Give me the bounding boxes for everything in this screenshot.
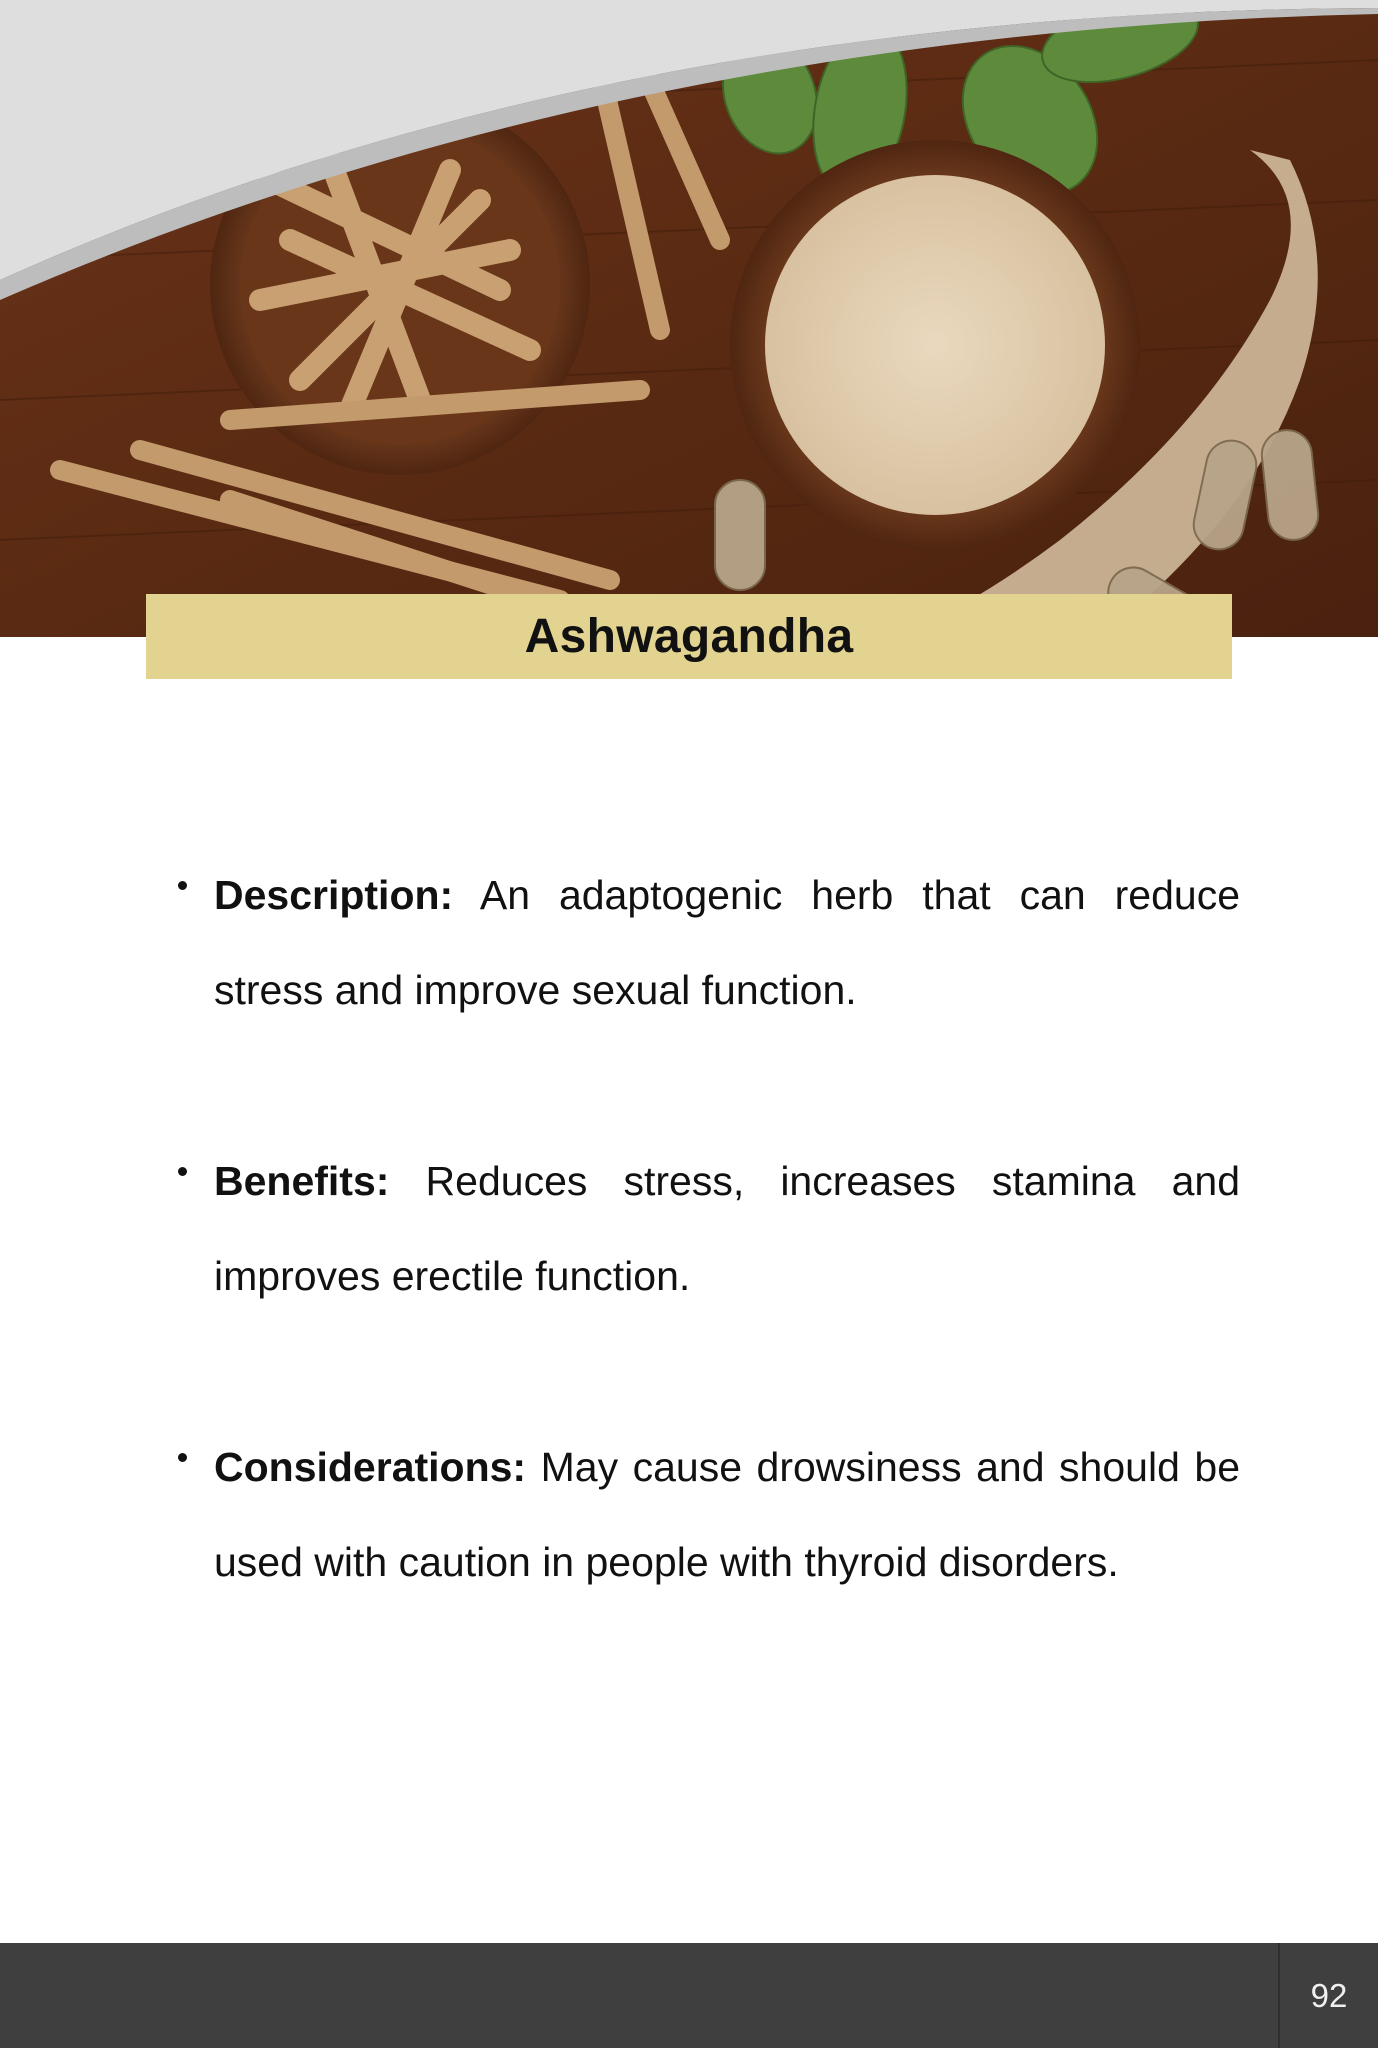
hero-photo — [0, 0, 1378, 637]
footer-bar — [0, 1943, 1378, 2048]
considerations-paragraph — [214, 1420, 1240, 1610]
bullet-icon — [178, 1453, 187, 1462]
list-item-description — [176, 848, 1240, 1038]
title-banner — [146, 594, 1232, 679]
bullet-icon — [178, 1167, 187, 1176]
page-number-box — [1278, 1943, 1378, 2048]
description-paragraph — [214, 848, 1240, 1038]
list-item-considerations — [176, 1420, 1240, 1610]
benefits-text: Reduces stress, increases stamina and improves erectile function. — [214, 1158, 1240, 1299]
benefits-label: Benefits: — [214, 1158, 390, 1204]
considerations-text: May cause drowsiness and should be used with caution in people with thyroid disorders. — [214, 1444, 1240, 1585]
bullet-icon — [178, 881, 187, 890]
page-number: 92 — [1310, 1976, 1348, 2014]
description-text: An adaptogenic herb that can reduce stress and improve sexual function. — [214, 872, 1240, 1013]
list-item-benefits — [176, 1134, 1240, 1324]
benefits-paragraph — [214, 1134, 1240, 1324]
considerations-label: Considerations: — [214, 1444, 527, 1490]
description-label: Description: — [214, 872, 454, 918]
info-list — [176, 848, 1240, 1706]
ashwagandha-roots-powder-illustration — [0, 0, 1378, 637]
page-title: Ashwagandha — [524, 610, 854, 663]
